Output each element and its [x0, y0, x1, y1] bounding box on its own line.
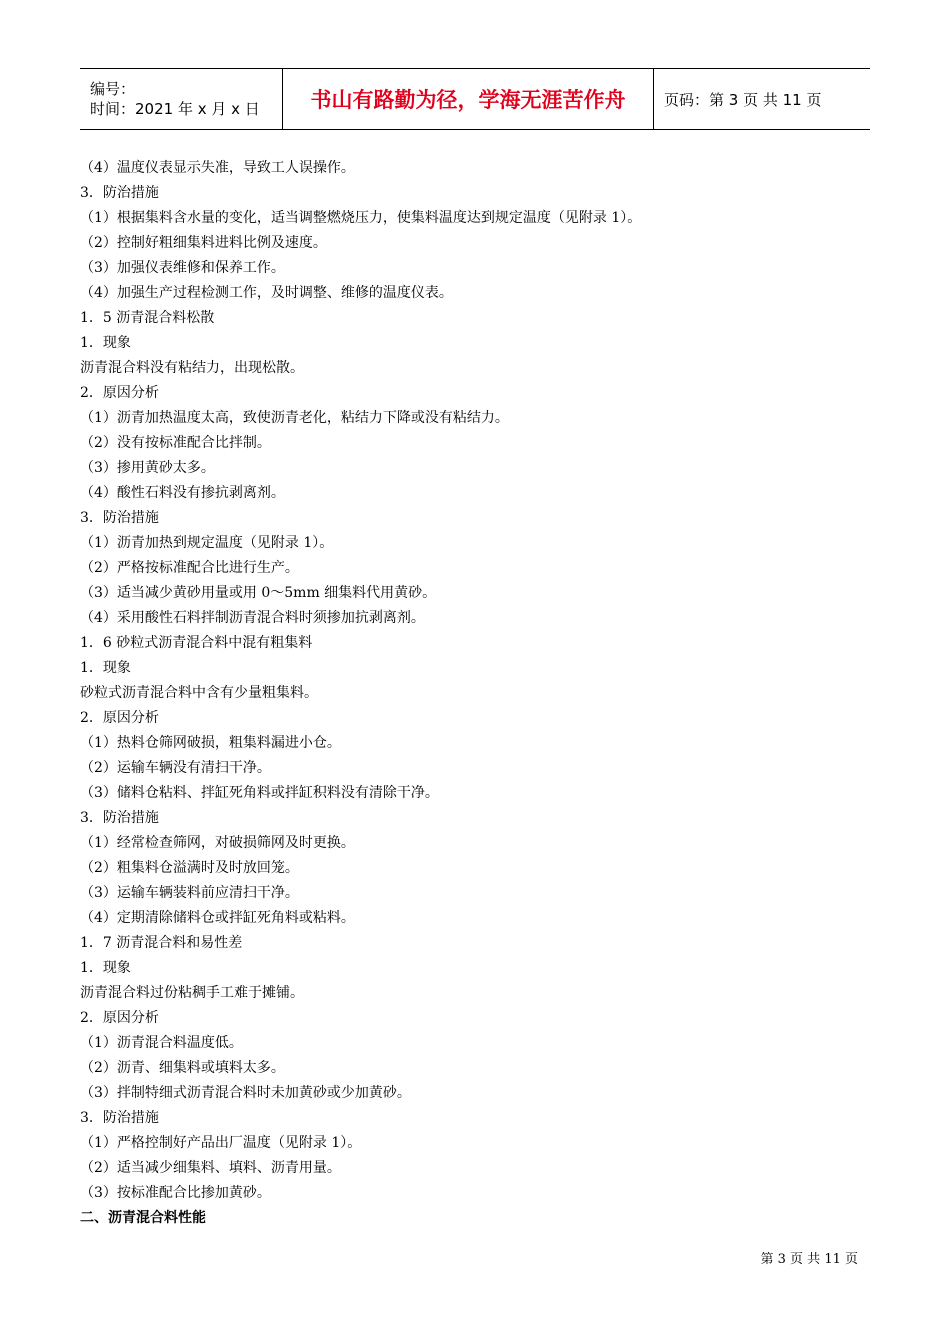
subsection-heading: 1．7 沥青混合料和易性差	[80, 935, 243, 951]
body-line: （3）按标准配合比掺加黄砂。	[80, 1185, 271, 1201]
body-line: （3）加强仪表维修和保养工作。	[80, 260, 285, 276]
section-heading: 3．防治措施	[80, 1110, 159, 1126]
body-line: （3）运输车辆装料前应清扫干净。	[80, 885, 299, 901]
section-heading: 2．原因分析	[80, 1010, 159, 1026]
body-line: （2）严格按标准配合比进行生产。	[80, 560, 299, 576]
body-line: 沥青混合料过份粘稠手工难于摊铺。	[80, 985, 304, 1001]
section-heading: 1．现象	[80, 960, 131, 976]
body-line: （1）根据集料含水量的变化，适当调整燃烧压力，使集料温度达到规定温度（见附录 1）。	[80, 210, 642, 226]
body-line: （2）适当减少细集料、填料、沥青用量。	[80, 1160, 341, 1176]
body-line: （1）沥青加热到规定温度（见附录 1）。	[80, 535, 334, 551]
body-line: （1）沥青混合料温度低。	[80, 1035, 243, 1051]
body-line: （3）储料仓粘料、拌缸死角料或拌缸积料没有清除干净。	[80, 785, 439, 801]
body-line: 砂粒式沥青混合料中含有少量粗集料。	[80, 685, 318, 701]
section-heading: 1．现象	[80, 335, 131, 351]
body-line: （4）温度仪表显示失准，导致工人误操作。	[80, 160, 355, 176]
document-number-label: 编号：	[90, 80, 136, 98]
body-line: （1）严格控制好产品出厂温度（见附录 1）。	[80, 1135, 362, 1151]
body-line: （2）粗集料仓溢满时及时放回笼。	[80, 860, 299, 876]
section-heading: 1．现象	[80, 660, 131, 676]
chapter-heading: 二、沥青混合料性能	[80, 1210, 206, 1226]
body-line: （4）采用酸性石料拌制沥青混合料时须掺加抗剥离剂。	[80, 610, 425, 626]
section-heading: 2．原因分析	[80, 710, 159, 726]
body-line: （2）沥青、细集料或填料太多。	[80, 1060, 285, 1076]
header-motto-cell	[282, 69, 654, 129]
body-line: （4）定期清除储料仓或拌缸死角料或粘料。	[80, 910, 355, 926]
header-page-cell	[654, 69, 870, 129]
body-line: （2）控制好粗细集料进料比例及速度。	[80, 235, 327, 251]
section-heading: 3．防治措施	[80, 810, 159, 826]
subsection-heading: 1．6 砂粒式沥青混合料中混有粗集料	[80, 635, 313, 651]
section-heading: 3．防治措施	[80, 185, 159, 201]
body-line: （3）拌制特细式沥青混合料时未加黄砂或少加黄砂。	[80, 1085, 411, 1101]
body-line: （4）酸性石料没有掺抗剥离剂。	[80, 485, 285, 501]
section-heading: 2．原因分析	[80, 385, 159, 401]
body-line: （3）掺用黄砂太多。	[80, 460, 215, 476]
document-time-label: 时间：2021 年 x 月 x 日	[90, 100, 260, 118]
body-line: （1）沥青加热温度太高，致使沥青老化，粘结力下降或没有粘结力。	[80, 410, 509, 426]
body-line: 沥青混合料没有粘结力，出现松散。	[80, 360, 304, 376]
body-line: （2）没有按标准配合比拌制。	[80, 435, 271, 451]
document-body	[80, 156, 870, 1231]
body-line: （1）热料仓筛网破损，粗集料漏进小仓。	[80, 735, 341, 751]
body-line: （1）经常检查筛网，对破损筛网及时更换。	[80, 835, 355, 851]
page-footer: 第 3 页 共 11 页	[760, 1252, 858, 1267]
page-header	[80, 68, 870, 130]
header-left-cell	[80, 69, 282, 129]
subsection-heading: 1．5 沥青混合料松散	[80, 310, 215, 326]
section-heading: 3．防治措施	[80, 510, 159, 526]
header-page-number: 页码：第 3 页 共 11 页	[664, 90, 822, 109]
body-line: （2）运输车辆没有清扫干净。	[80, 760, 271, 776]
body-line: （4）加强生产过程检测工作，及时调整、维修的温度仪表。	[80, 285, 453, 301]
header-motto: 书山有路勤为径，学海无涯苦作舟	[310, 88, 626, 112]
body-line: （3）适当减少黄砂用量或用 0～5mm 细集料代用黄砂。	[80, 585, 437, 601]
